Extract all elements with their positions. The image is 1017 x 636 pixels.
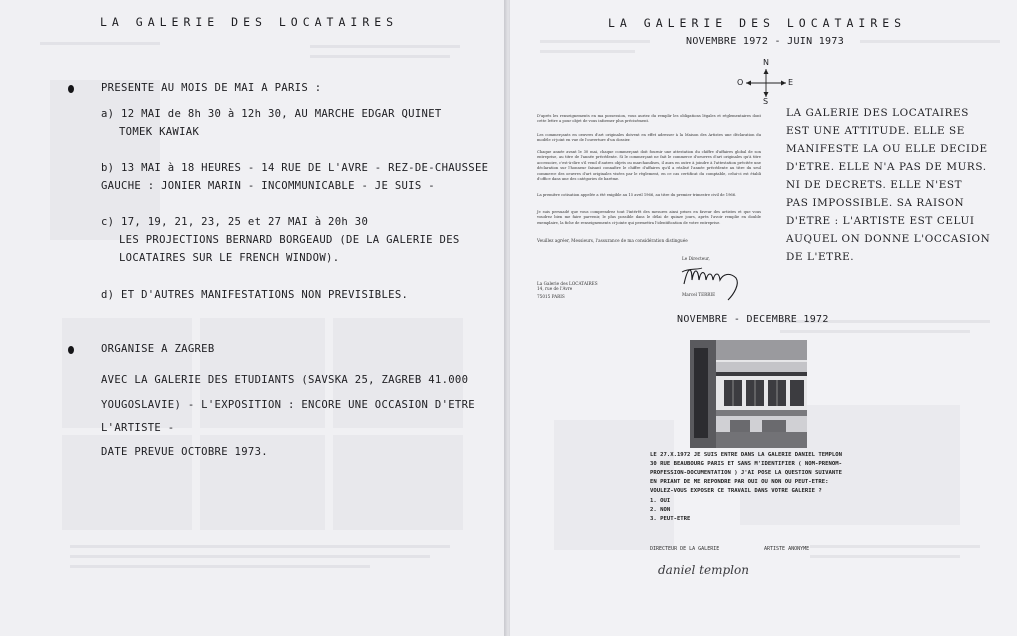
typed-line: PROFESSION-DOCUMENTATION ) J'AI POSE LA QUESTION SUIVANTE: [650, 470, 842, 476]
statement-line: AUQUEL ON DONNE L'OCCASION: [786, 233, 991, 245]
section-intro: PRESENTE AU MOIS DE MAI A PARIS :: [101, 82, 322, 94]
bleed-through-text: [70, 545, 450, 548]
right-page: [510, 0, 1017, 636]
bleed-through-image: [200, 318, 325, 428]
typed-line: 2. NON: [650, 507, 671, 513]
statement-line: D'ETRE. ELLE N'A PAS DE MURS.: [786, 161, 987, 173]
zagreb-line-1: AVEC LA GALERIE DES ETUDIANTS (SAVSKA 25, ZAGREB 41.000: [101, 374, 469, 386]
compass-south-label: S: [763, 97, 769, 106]
bullet-marker: [68, 346, 74, 354]
typed-line: EN PRIANT DE ME REPONDRE PAR OUI OU NON OU PEUT-ETRE:: [650, 479, 829, 485]
item-c-line-3: LOCATAIRES SUR LE FRENCH WINDOW).: [119, 252, 340, 264]
item-c-line-1: c) 17, 19, 21, 23, 25 et 27 MAI à 20h 30: [101, 216, 369, 228]
bleed-through-image: [554, 420, 674, 550]
compass-west-label: O: [737, 78, 744, 87]
letter-paragraph: La première cotisation appelée a été exigible au 15 avril 1966, au titre du premier trimestre civil de 1966.: [537, 193, 737, 197]
page-header: LA GALERIE DES LOCATAIRES: [608, 16, 907, 30]
statement-line: EST UNE ATTITUDE. ELLE SE: [786, 125, 965, 137]
bleed-through-image: [62, 318, 192, 428]
bleed-through-text: [310, 55, 450, 58]
item-d-line: d) ET D'AUTRES MANIFESTATIONS NON PREVISIBLES.: [101, 289, 409, 301]
letter-recipient: La Galerie des LOCATAIRES: [537, 281, 598, 286]
gallery-facade-photo: [690, 340, 807, 448]
item-a-line-2: TOMEK KAWIAK: [119, 126, 200, 138]
statement-line: PAS IMPOSSIBLE. SA RAISON: [786, 197, 965, 209]
left-page: [0, 0, 506, 636]
statement-line: MANIFESTE LA OU ELLE DECIDE: [786, 143, 988, 155]
bleed-through-text: [780, 330, 970, 333]
section-intro: ORGANISE A ZAGREB: [101, 343, 215, 355]
item-b-line-1: b) 13 MAI à 18 HEURES - 14 RUE DE L'AVRE - REZ-DE-CHAUSSEE: [101, 162, 489, 174]
letter-closing: Veuillez agréer, Messieurs, l'assurance de ma considération distinguée: [537, 238, 688, 243]
statement-line: D'ETRE : L'ARTISTE EST CELUI: [786, 215, 975, 227]
bleed-through-text: [540, 50, 635, 53]
statement-line: DE L'ETRE.: [786, 251, 855, 263]
zagreb-line-2: YOUGOSLAVIE) - L'EXPOSITION : ENCORE UNE OCCASION D'ETRE: [101, 399, 475, 411]
bleed-through-text: [810, 555, 960, 558]
letter-paragraph: Chaque année avant le 30 mai, chaque commerçant doit fournir une attestation du chiffre d'affaires global de son entreprise, au titre de l'année précédente. Si le commerçant ne fait le commerce d'oeuvres d'art originales qu'à titre accessoire, c'est-à-dire s'il vend d'autres objets ou marchandises, il aura en outre à joindre à l'attestation précitée une déclaration sur l'honneur faisant connaître le chiffre d'affaires qu'il a réalisé l'année précédente au titre du seul commerce des oeuvres d'art originales visées par le règlement, en ce cas certificat du comptable, celui-ci est établi d'office dans une des catégories de barème.: [537, 150, 761, 182]
item-b-line-2: GAUCHE : JONIER MARIN - INCOMMUNICABLE - JE SUIS -: [101, 180, 435, 192]
zagreb-line-3: L'ARTISTE -: [101, 422, 175, 434]
bleed-through-image: [333, 318, 463, 428]
compass-rose: [736, 60, 796, 106]
typed-line: 1. OUI: [650, 498, 671, 504]
letter-recipient: 75015 PARIS: [537, 294, 565, 299]
statement-line: LA GALERIE DES LOCATAIRES: [786, 107, 969, 119]
letter-sign-name: Marcel TERRIE: [682, 292, 716, 297]
bullet-marker: [68, 85, 74, 93]
bleed-through-text: [70, 565, 370, 568]
typed-line: 30 RUE BEAUBOURG PARIS ET SANS M'IDENTIFIER ( NOM-PRENOM-: [650, 461, 842, 467]
letter-sign-title: Le Directeur,: [682, 256, 710, 261]
letter-paragraph: Les commerçants en oeuvres d'art originales doivent en effet adresser à la Maison des Artistes une déclaration du modèle ci-joint en vue de l'ouverture d'un dossier.: [537, 133, 761, 143]
typed-line: 3. PEUT-ETRE: [650, 516, 691, 522]
compass-north-label: N: [763, 58, 769, 67]
bleed-through-text: [70, 555, 430, 558]
building-photo-icon: [690, 340, 807, 448]
letter-paragraph: D'après les renseignements en ma possession, vous auriez du remplir les obligations légales et réglementaires dont cette lettre a pour objet de vous informer plus précisément.: [537, 114, 761, 124]
bleed-through-text: [860, 40, 1000, 43]
page-header: LA GALERIE DES LOCATAIRES: [100, 15, 399, 29]
bleed-through-text: [540, 40, 650, 43]
item-c-line-2: LES PROJECTIONS BERNARD BORGEAUD (DE LA GALERIE DES: [119, 234, 460, 246]
footer-director-label: DIRECTEUR DE LA GALERIE: [650, 546, 720, 552]
letter-paragraph: Je suis persuadé que vous comprendrez tout l'intérêt des mesures ainsi prises en faveur des artistes et que vous voudrez bien me faire parvenir, le plus possible dans le délai de quinze jours, après l'avoir remplie en double exemplaire, la fiche de renseignements ci-jointe qui permettra l'identification de votre entreprise.: [537, 210, 761, 225]
handwritten-signature: daniel templon: [658, 563, 749, 577]
section-subheader: NOVEMBRE - DECEMBRE 1972: [677, 314, 829, 325]
compass-east-label: E: [788, 78, 794, 87]
bleed-through-image: [333, 435, 463, 530]
zagreb-line-4: DATE PREVUE OCTOBRE 1973.: [101, 446, 268, 458]
page-subheader: NOVEMBRE 1972 - JUIN 1973: [686, 36, 845, 47]
typed-line: LE 27.X.1972 JE SUIS ENTRE DANS LA GALERIE DANIEL TEMPLON: [650, 452, 842, 458]
typed-line: VOULEZ-VOUS EXPOSER CE TRAVAIL DANS VOTRE GALERIE ?: [650, 488, 822, 494]
bleed-through-text: [810, 545, 980, 548]
bleed-through-text: [40, 42, 160, 45]
item-a-line-1: a) 12 MAI de 8h 30 à 12h 30, AU MARCHE EDGAR QUINET: [101, 108, 442, 120]
letter-recipient: 14, rue de l'Avre: [537, 286, 573, 291]
bleed-through-text: [310, 45, 460, 48]
statement-line: NI DE DECRETS. ELLE N'EST: [786, 179, 963, 191]
footer-artist-label: ARTISTE ANONYME: [764, 546, 810, 552]
